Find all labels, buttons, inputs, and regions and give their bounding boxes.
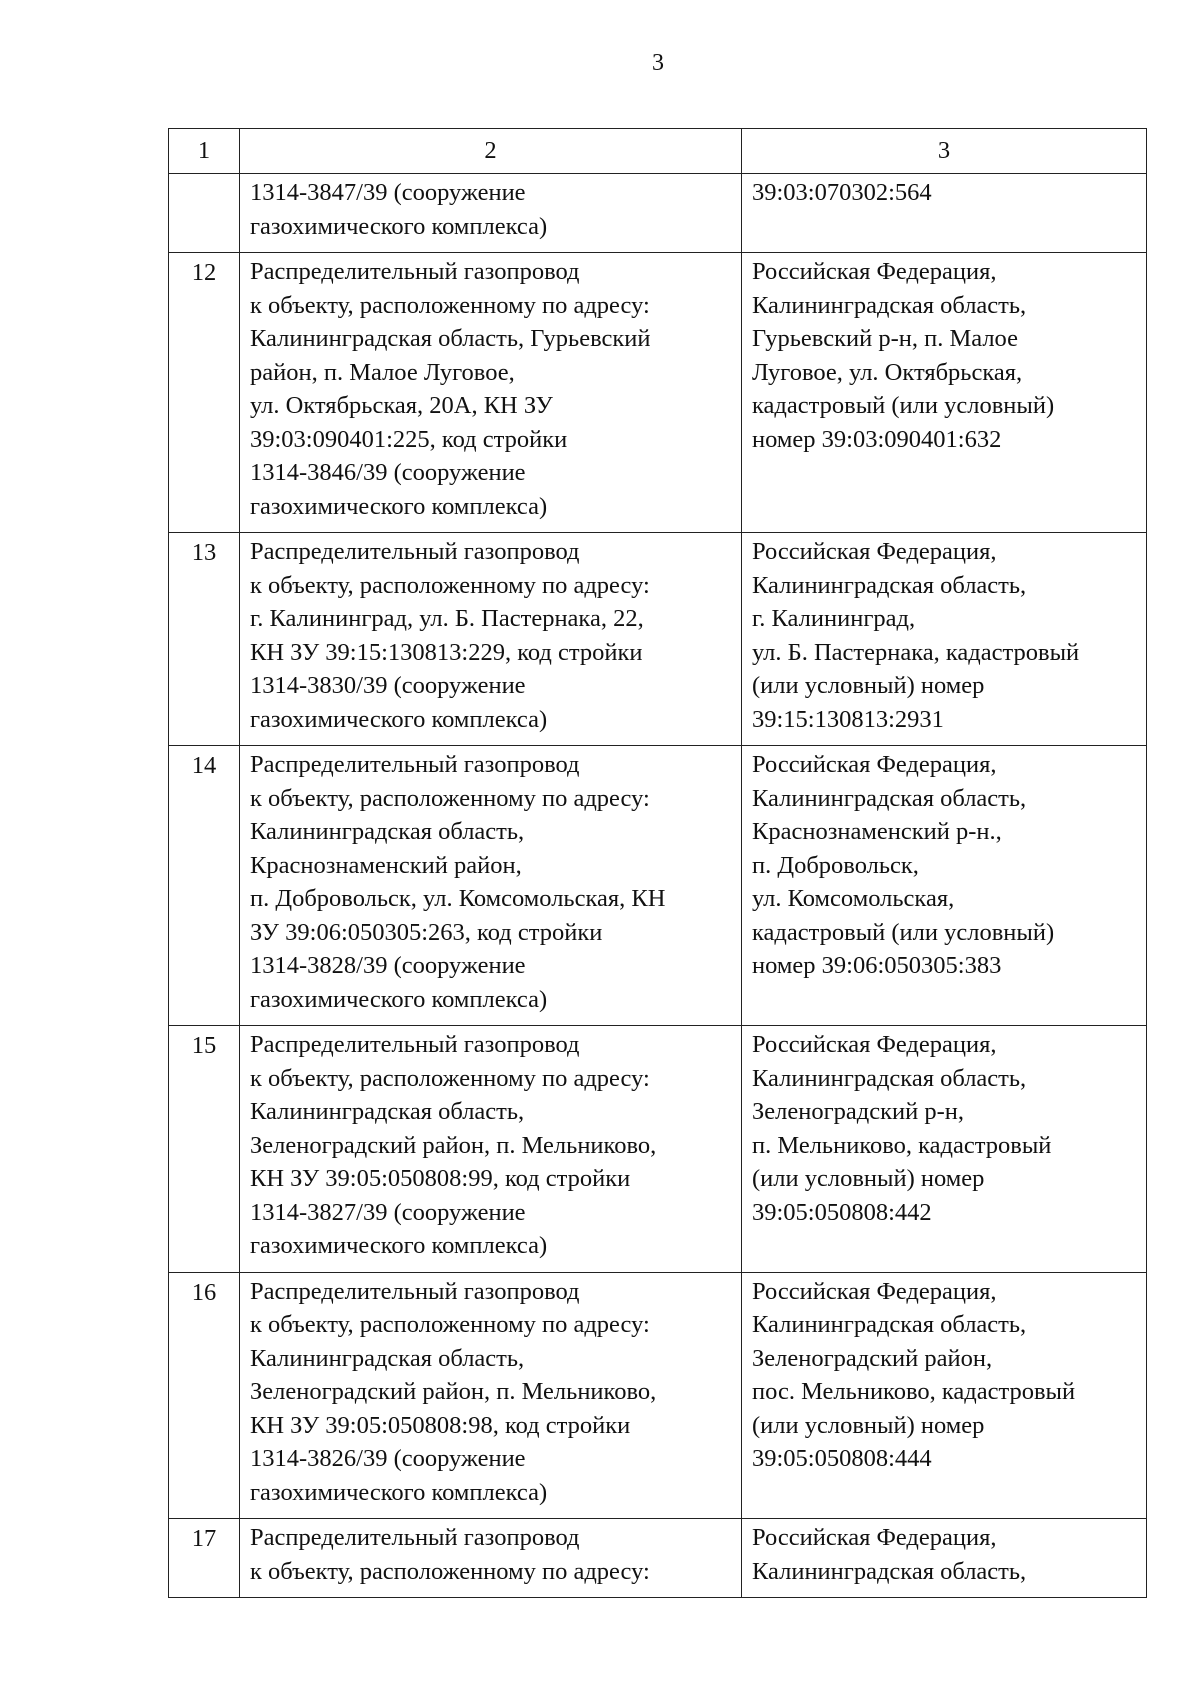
object-description-line: Калининградская область, (250, 1344, 525, 1372)
object-description-line: 1314-3847/39 (сооружение (250, 179, 526, 206)
object-location-line: (или условный) номер (752, 672, 985, 699)
object-description-line: к объекту, расположенному по адресу: (250, 784, 650, 812)
object-description-line: район, п. Малое Луговое, (250, 358, 515, 386)
object-location-line: Калининградская область, (752, 1064, 1027, 1092)
object-location-cell (742, 1026, 1147, 1273)
object-description-cell (240, 1519, 742, 1598)
object-location-line: Калининградская область, (752, 571, 1027, 599)
object-location-line: Российская Федерация, (752, 538, 997, 565)
object-description-line: п. Добровольск, ул. Комсомольская, КН (250, 885, 666, 912)
object-location-line: Гурьевский р-н, п. Малое (752, 325, 1018, 352)
row-number-cell: 13 (169, 533, 240, 746)
row-number-cell (169, 174, 240, 253)
object-location-line: Российская Федерация, (752, 1524, 997, 1551)
object-description-line: Зеленоградский район, п. Мельниково, (250, 1378, 657, 1405)
object-location-line: Зеленоградский район, (752, 1344, 993, 1372)
table-row (169, 1519, 1147, 1598)
object-description-line: Краснознаменский район, (250, 851, 522, 879)
object-description-line: Распределительный газопровод (250, 751, 580, 778)
object-description-line: 1314-3830/39 (сооружение (250, 672, 526, 699)
object-location-line: Калининградская область, (752, 1557, 1027, 1585)
page-number: 3 (652, 50, 664, 76)
object-description-line: к объекту, расположенному по адресу: (250, 1064, 650, 1092)
object-location-line: ул. Комсомольская, (752, 885, 955, 912)
object-location-line: Луговое, ул. Октябрьская, (752, 358, 1023, 386)
object-location-line: Калининградская область, (752, 784, 1027, 812)
row-number-cell: 14 (169, 746, 240, 1026)
table-body (169, 129, 1147, 1598)
object-location-line: номер 39:03:090401:632 (752, 425, 1002, 453)
object-description-line: газохимического комплекса) (250, 212, 548, 240)
object-description-cell (240, 174, 742, 253)
object-description-line: Распределительный газопровод (250, 1031, 580, 1058)
object-location-line: 39:15:130813:2931 (752, 705, 944, 733)
object-description-line: Зеленоградский район, п. Мельниково, (250, 1131, 657, 1159)
object-location-line: кадастровый (или условный) (752, 918, 1055, 946)
object-description-line: КН ЗУ 39:15:130813:229, код стройки (250, 638, 643, 666)
object-description-line: г. Калининград, ул. Б. Пастернака, 22, (250, 605, 644, 632)
object-location-line: Калининградская область, (752, 1311, 1027, 1338)
object-location-cell (742, 1272, 1147, 1519)
table-row (169, 1026, 1147, 1273)
object-description-line: 1314-3828/39 (сооружение (250, 952, 526, 979)
object-description-line: Распределительный газопровод (250, 1524, 580, 1551)
object-location-line: Калининградская область, (752, 291, 1027, 319)
object-description-line: газохимического комплекса) (250, 492, 548, 520)
object-description-line: Распределительный газопровод (250, 1277, 580, 1305)
object-description-line: Калининградская область, (250, 1098, 525, 1125)
object-description-line: 1314-3826/39 (сооружение (250, 1445, 526, 1472)
object-description-cell (240, 533, 742, 746)
object-location-cell (742, 253, 1147, 533)
object-description-line: к объекту, расположенному по адресу: (250, 1311, 650, 1338)
object-location-line: (или условный) номер (752, 1165, 985, 1192)
object-location-line: п. Добровольск, (752, 851, 919, 879)
object-location-line: Российская Федерация, (752, 258, 997, 285)
object-location-line: Российская Федерация, (752, 1031, 997, 1058)
object-description-line: 1314-3827/39 (сооружение (250, 1198, 526, 1226)
object-description-line: к объекту, расположенному по адресу: (250, 1557, 650, 1585)
object-description-line: газохимического комплекса) (250, 1478, 548, 1506)
table-row (169, 253, 1147, 533)
object-location-line: г. Калининград, (752, 605, 916, 632)
object-location-line: 39:05:050808:442 (752, 1198, 932, 1226)
object-location-line: Зеленоградский р-н, (752, 1098, 965, 1125)
row-number-cell: 17 (169, 1519, 240, 1598)
table-row (169, 1272, 1147, 1519)
object-description-line: ЗУ 39:06:050305:263, код стройки (250, 918, 603, 946)
object-description-line: Калининградская область, (250, 818, 525, 845)
object-description-line: Распределительный газопровод (250, 538, 580, 565)
object-location-line: пос. Мельниково, кадастровый (752, 1378, 1076, 1405)
row-number-cell: 12 (169, 253, 240, 533)
object-description-cell (240, 253, 742, 533)
object-description-cell (240, 1026, 742, 1273)
object-description-line: к объекту, расположенному по адресу: (250, 571, 650, 599)
object-description-line: ул. Октябрьская, 20А, КН ЗУ (250, 392, 553, 419)
row-number-cell: 16 (169, 1272, 240, 1519)
header-cell-3: 3 (742, 129, 1147, 174)
object-description-line: КН ЗУ 39:05:050808:99, код стройки (250, 1165, 631, 1192)
object-description-line: Калининградская область, Гурьевский (250, 325, 651, 352)
header-cell-2: 2 (240, 129, 742, 174)
object-description-line: 1314-3846/39 (сооружение (250, 459, 526, 486)
object-location-line: номер 39:06:050305:383 (752, 952, 1002, 979)
object-description-line: к объекту, расположенному по адресу: (250, 291, 650, 319)
object-description-line: газохимического комплекса) (250, 1232, 548, 1259)
object-location-line: 39:03:070302:564 (752, 179, 932, 206)
object-location-cell (742, 533, 1147, 746)
object-description-line: Распределительный газопровод (250, 258, 580, 285)
table-header-row (169, 129, 1147, 174)
row-number-cell: 15 (169, 1026, 240, 1273)
object-description-line: газохимического комплекса) (250, 985, 548, 1013)
header-cell-1: 1 (169, 129, 240, 174)
table-row (169, 746, 1147, 1026)
table-row (169, 533, 1147, 746)
object-location-line: 39:05:050808:444 (752, 1445, 932, 1472)
object-description-line: КН ЗУ 39:05:050808:98, код стройки (250, 1411, 631, 1439)
object-description-line: 39:03:090401:225, код стройки (250, 425, 568, 453)
object-location-cell (742, 746, 1147, 1026)
objects-table (168, 128, 1147, 1598)
table-row (169, 174, 1147, 253)
object-location-cell (742, 174, 1147, 253)
object-location-line: (или условный) номер (752, 1411, 985, 1439)
object-location-line: ул. Б. Пастернака, кадастровый (752, 638, 1080, 666)
object-description-line: газохимического комплекса) (250, 705, 548, 733)
object-description-cell (240, 746, 742, 1026)
object-location-line: п. Мельниково, кадастровый (752, 1131, 1052, 1159)
object-location-line: Российская Федерация, (752, 751, 997, 778)
object-location-line: кадастровый (или условный) (752, 392, 1055, 419)
object-description-cell (240, 1272, 742, 1519)
object-location-line: Краснознаменский р-н., (752, 818, 1002, 845)
object-location-cell (742, 1519, 1147, 1598)
object-location-line: Российская Федерация, (752, 1277, 997, 1305)
